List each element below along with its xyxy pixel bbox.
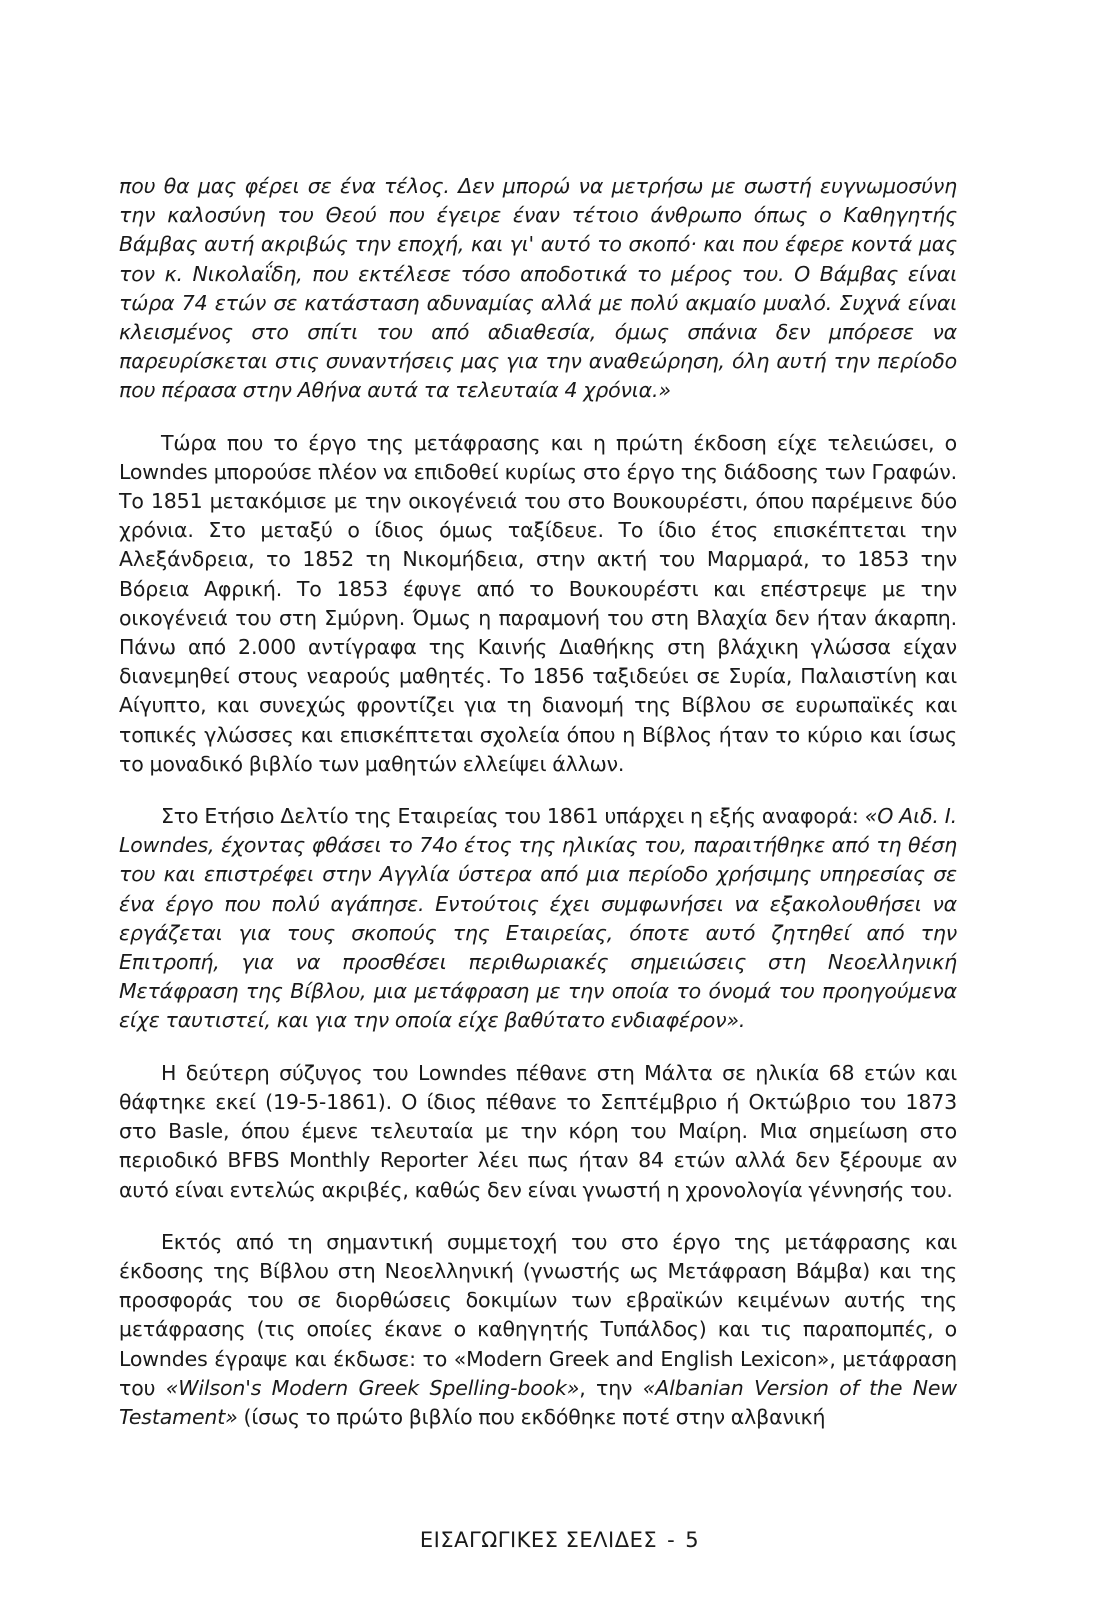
paragraph-death: Η δεύτερη σύζυγος του Lowndes πέθανε στη Μάλτα σε ηλικία 68 ετών και θάφτηκε εκεί (19-5-1861). Ο ίδιος πέθανε το Σεπτέμβριο ή Οκτώβριο του 1873 στο Basle, όπου έμενε τελευταία με την κόρη του Μαίρη. Μια σημείωση στο περιοδικό BFBS Monthly Reporter λέει πως ήταν 84 ετών αλλά δεν ξέρουμε αν αυτό είναι εντελώς ακριβές, καθώς δεν είναι γνωστή η χρονολογία γέννησής του. (119, 1060, 957, 1202)
footer-section-title: ΕΙΣΑΓΩΓΙΚΕΣ ΣΕΛΙΔΕΣ (419, 1528, 658, 1552)
footer-separator: - (667, 1528, 676, 1552)
paragraph-quote-continuation: που θα μας φέρει σε ένα τέλος. Δεν μπορώ να μετρήσω με σωστή ευγνωμοσύνη την καλοσύνη του Θεού που έγειρε έναν τέτοιο άνθρωπο όπως ο Καθηγητής Βάμβας αυτή ακριβώς την εποχή, και γι' αυτό το σκοπό· και που έφερε κοντά μας τον κ. Νικολαΐδη, που εκτέλεσε τόσο αποδοτικά το μέρος του. Ο Βάμβας είναι τώρα 74 ετών σε κατάσταση αδυναμίας αλλά με πολύ ακμαίο μυαλό. Συχνά είναι κλεισμένος στο σπίτι του από αδιαθεσία, όμως σπάνια δεν μπόρεσε να παρευρίσκεται στις συναντήσεις μας για την αναθεώρηση, όλη αυτή την περίοδο που πέρασα στην Αθήνα αυτά τα τελευταία 4 χρόνια.» (119, 174, 957, 403)
paragraph-works (119, 1228, 957, 1432)
paragraph-distribution: Τώρα που το έργο της μετάφρασης και η πρώτη έκδοση είχε τελειώσει, ο Lowndes μπορούσε πλέον να επιδοθεί κυρίως στο έργο της διάδοσης των Γραφών. Το 1851 μετακόμισε με την οικογένειά του στο Βουκουρέστι, όπου παρέμεινε δύο χρόνια. Στο μεταξύ ο ίδιος όμως ταξίδευε. Το ίδιο έτος επισκέπτεται την Αλεξάνδρεια, το 1852 τη Νικομήδεια, στην ακτή του Μαρμαρά, το 1853 την Βόρεια Αφρική. Το 1853 έφυγε από το Βουκουρέστι και επέστρεψε με την οικογένειά του στη Σμύρνη. Όμως η παραμονή του στη Βλαχία δεν ήταν άκαρπη. Πάνω από 2.000 αντίγραφα της Καινής Διαθήκης στη βλάχικη γλώσσα είχαν διανεμηθεί στους νεαρούς μαθητές. Το 1856 ταξιδεύει σε Συρία, Παλαιστίνη και Αίγυπτο, και συνεχώς φροντίζει για τη διανομή της Βίβλου σε ευρωπαϊκές και τοπικές γλώσσες και επισκέπτεται σχολεία όπου η Βίβλος ήταν το κύριο και ίσως το μοναδικό βιβλίο των μαθητών ελλείψει άλλων. (119, 430, 957, 776)
annual-report-quote: «Ο Αιδ. Ι. Lowndes, έχοντας φθάσει το 74ο έτος της ηλικίας του, παραιτήθηκε από τη θέση του και επιστρέφει στην Αγγλία ύστερα από μια περίοδο χρήσιμης υπηρεσίας σε ένα έργο που πολύ αγάπησε. Εντούτοις έχει συμφωνήσει να εξακολουθήσει να εργάζεται για τους σκοπούς της Εταιρείας, όποτε αυτό ζητηθεί από την Επιτροπή, για να προσθέσει περιθωριακές σημειώσεις στη Νεοελληνική Μετάφραση της Βίβλου, μια μετάφραση με την οποία το όνομά του προηγούμενα είχε ταυτιστεί, και για την οποία είχε βαθύτατο ενδιαφέρον». (119, 804, 958, 1033)
annual-report-intro: Στο Ετήσιο Δελτίο της Εταιρείας του 1861 υπάρχει η εξής αναφορά: (161, 804, 865, 829)
page-footer (0, 1528, 1119, 1552)
paragraph-annual-report (119, 802, 957, 1036)
works-title-spelling-book: «Wilson's Modern Greek Spelling-book» (165, 1375, 580, 1400)
works-title-albanian-nt: «Albanian Version of the New Testament» (119, 1375, 958, 1429)
works-text-2: , την (579, 1375, 643, 1400)
works-text-1: Εκτός από τη σημαντική συμμετοχή του στο έργο της μετάφρασης και έκδοσης της Βίβλου στη Νεοελληνική (γνωστής ως Μετάφραση Βάμβα) και της προσφοράς του σε διορθώσεις δοκιμίων των εβραϊκών κειμένων αυτής της μετάφρασης (τις οποίες έκανε ο καθηγητής Τυπάλδος) και τις παραπομπές, ο Lowndes έγραψε και έκδωσε: το «Modern Greek and English Lexicon», μετάφραση του (119, 1229, 957, 1400)
works-text-3: (ίσως το πρώτο βιβλίο που εκδόθηκε ποτέ στην αλβανική (237, 1404, 826, 1429)
footer-page-number: 5 (685, 1528, 700, 1552)
page-body (119, 172, 957, 1455)
